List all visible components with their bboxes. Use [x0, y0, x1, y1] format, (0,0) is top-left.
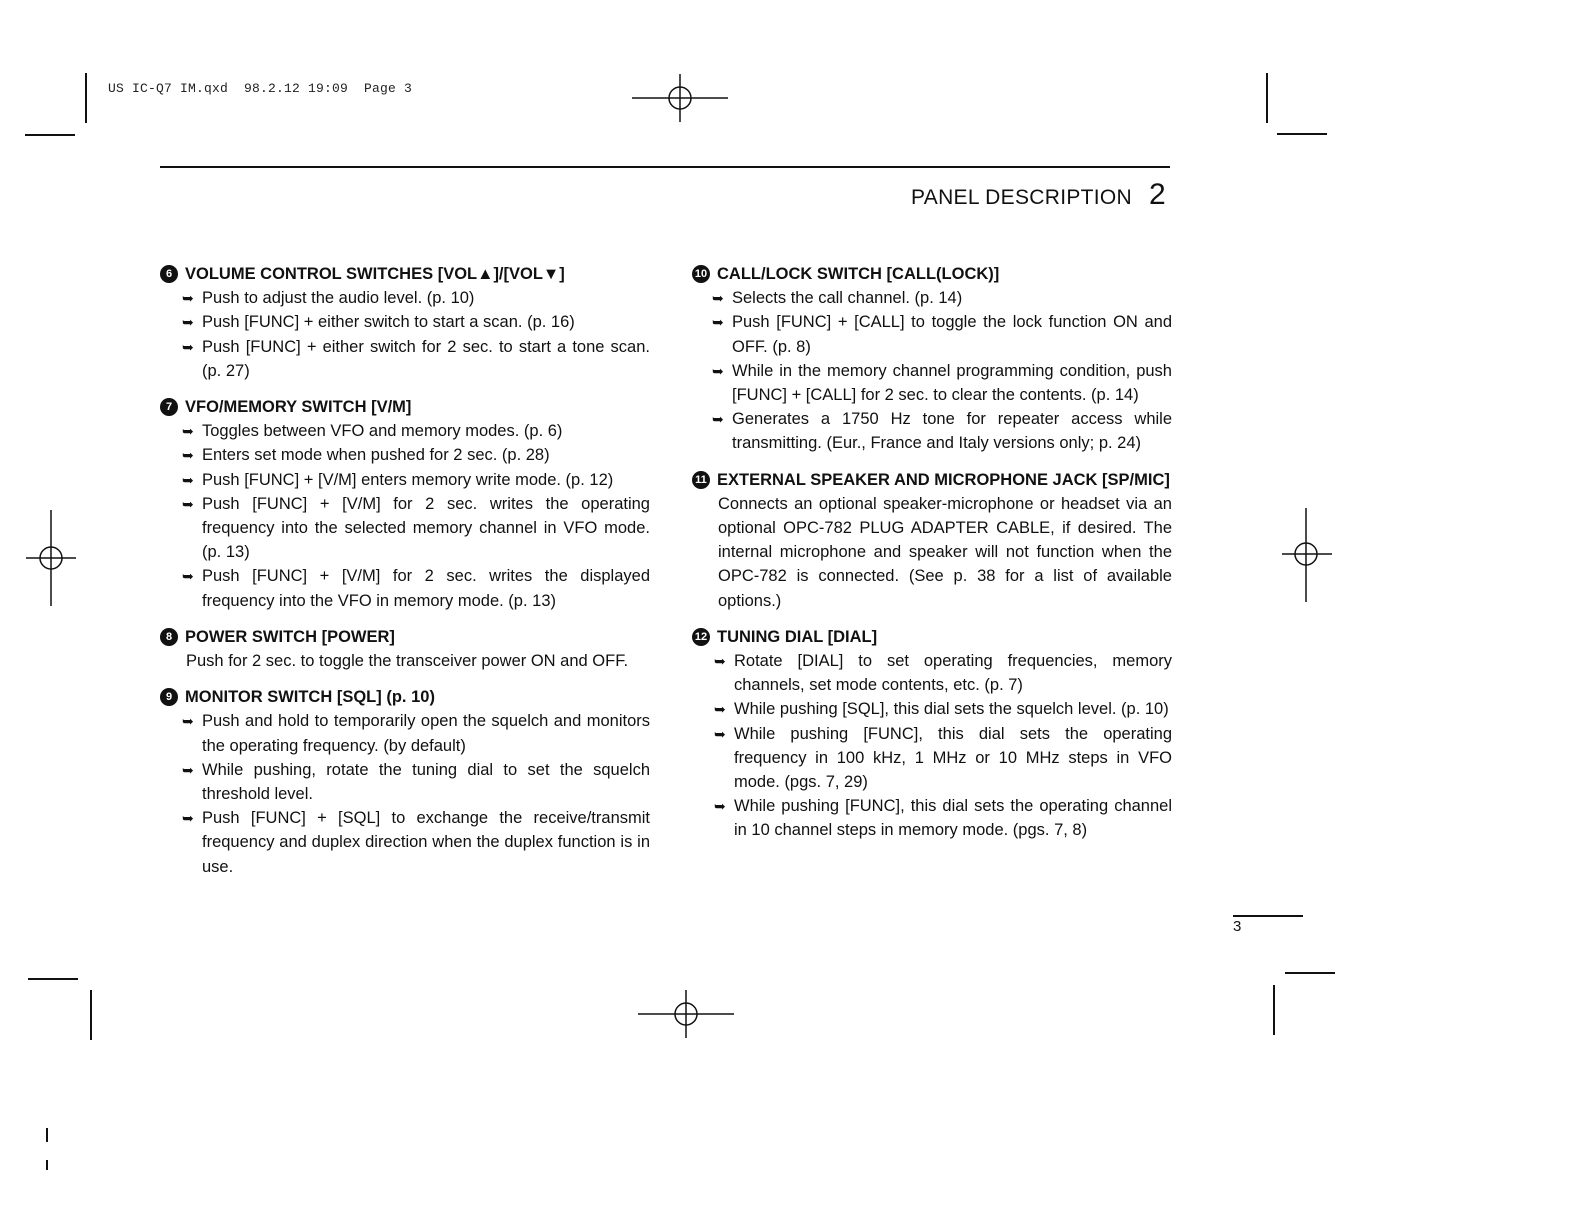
- registration-mark-left: [24, 508, 78, 608]
- list-item: ➥ Push [FUNC] + [V/M] for 2 sec. writes the operating frequency into the selected memory channel in VFO mode. (p. 13): [182, 492, 650, 565]
- bullet-list: [160, 419, 650, 613]
- print-slug: US IC-Q7 IM.qxd 98.2.12 19:09 Page 3: [108, 81, 413, 96]
- section-heading: EXTERNAL SPEAKER AND MICROPHONE JACK [SP/MIC]: [717, 470, 1170, 489]
- section-title: PANEL DESCRIPTION: [911, 186, 1132, 209]
- arrow-bullet-icon: ➥: [182, 338, 194, 355]
- chapter-number: 2: [1149, 178, 1166, 211]
- list-item: ➥ Generates a 1750 Hz tone for repeater access while transmitting. (Eur., France and Italy versions only; p. 24): [712, 407, 1172, 455]
- arrow-bullet-icon: ➥: [714, 701, 726, 718]
- arrow-bullet-icon: ➥: [182, 713, 194, 730]
- list-item: ➥ Push [FUNC] + [CALL] to toggle the lock function ON and OFF. (p. 8): [712, 310, 1172, 358]
- crop-mark: [46, 1160, 48, 1170]
- list-item: ➥ Rotate [DIAL] to set operating frequencies, memory channels, set mode contents, etc. (p. 7): [714, 649, 1172, 697]
- bullet-list: [692, 286, 1172, 455]
- section-call-lock: [692, 262, 1172, 456]
- arrow-bullet-icon: ➥: [714, 653, 726, 670]
- list-item: ➥ While pushing [FUNC], this dial sets the operating channel in 10 channel steps in memory mode. (pgs. 7, 8): [714, 794, 1172, 842]
- crop-mark: [90, 990, 92, 1040]
- bullet-list: [692, 649, 1172, 843]
- header-rule: [160, 166, 1170, 168]
- arrow-bullet-icon: ➥: [182, 471, 194, 488]
- list-item: ➥ Push [FUNC] + [SQL] to exchange the receive/transmit frequency and duplex direction when the duplex function is in use.: [182, 806, 650, 879]
- list-item: ➥ Push to adjust the audio level. (p. 10): [182, 286, 650, 310]
- crop-mark: [1285, 972, 1335, 974]
- right-column: [692, 262, 1172, 855]
- section-heading: VOLUME CONTROL SWITCHES [VOL▲]/[VOL▼]: [185, 265, 565, 283]
- list-item: ➥ Push [FUNC] + either switch to start a scan. (p. 16): [182, 310, 650, 334]
- item-number-badge: 11: [692, 471, 710, 489]
- section-body: Push for 2 sec. to toggle the transceiver power ON and OFF.: [186, 652, 629, 671]
- list-item: ➥ Selects the call channel. (p. 14): [712, 286, 1172, 310]
- arrow-bullet-icon: ➥: [182, 423, 194, 440]
- crop-mark: [25, 134, 75, 136]
- crop-mark: [1273, 985, 1275, 1035]
- registration-mark-top: [630, 72, 730, 124]
- arrow-bullet-icon: ➥: [182, 568, 194, 585]
- section-heading: TUNING DIAL [DIAL]: [717, 627, 878, 646]
- section-vfo-memory: [160, 395, 650, 613]
- item-number-badge: 12: [692, 628, 710, 646]
- list-item: ➥ Push and hold to temporarily open the squelch and monitors the operating frequency. (by default): [182, 709, 650, 757]
- item-number-badge: 7: [160, 398, 178, 416]
- arrow-bullet-icon: ➥: [182, 290, 194, 307]
- section-volume-control: [160, 262, 650, 383]
- registration-mark-bottom: [636, 988, 736, 1040]
- arrow-bullet-icon: ➥: [182, 447, 194, 464]
- section-tuning-dial: [692, 625, 1172, 843]
- arrow-bullet-icon: ➥: [182, 314, 194, 331]
- arrow-bullet-icon: ➥: [712, 362, 724, 379]
- section-body: Connects an optional speaker-microphone or headset via an optional OPC-782 PLUG ADAPTER CABLE, if desired. The internal microphone and speaker will not function when the OPC-782 is connected. (See p. 38 for a list of available options.): [718, 494, 1172, 610]
- section-heading: POWER SWITCH [POWER]: [185, 627, 395, 646]
- arrow-bullet-icon: ➥: [712, 314, 724, 331]
- item-number-badge: 6: [160, 265, 178, 283]
- list-item: ➥ Push [FUNC] + [V/M] enters memory write mode. (p. 12): [182, 468, 650, 492]
- arrow-bullet-icon: ➥: [714, 798, 726, 815]
- crop-mark: [1266, 73, 1268, 123]
- arrow-bullet-icon: ➥: [714, 725, 726, 742]
- list-item: ➥ While in the memory channel programming condition, push [FUNC] + [CALL] for 2 sec. to clear the contents. (p. 14): [712, 359, 1172, 407]
- item-number-badge: 9: [160, 688, 178, 706]
- section-heading: VFO/MEMORY SWITCH [V/M]: [185, 398, 412, 417]
- page-number: 3: [1233, 918, 1242, 935]
- item-number-badge: 8: [160, 628, 178, 646]
- crop-mark: [85, 73, 87, 123]
- crop-mark: [1277, 133, 1327, 135]
- section-heading: MONITOR SWITCH [SQL] (p. 10): [185, 688, 435, 707]
- registration-mark-right: [1280, 506, 1334, 606]
- section-heading: CALL/LOCK SWITCH [CALL(LOCK)]: [717, 265, 1000, 283]
- list-item: ➥ Push [FUNC] + either switch for 2 sec. to start a tone scan. (p. 27): [182, 335, 650, 383]
- list-item: ➥ Toggles between VFO and memory modes. (p. 6): [182, 419, 650, 443]
- bullet-list: [160, 709, 650, 878]
- left-column: [160, 262, 650, 891]
- arrow-bullet-icon: ➥: [182, 810, 194, 827]
- section-speaker-mic-jack: [692, 468, 1172, 613]
- list-item: ➥ While pushing [SQL], this dial sets the squelch level. (p. 10): [714, 697, 1172, 721]
- arrow-bullet-icon: ➥: [712, 411, 724, 428]
- arrow-bullet-icon: ➥: [182, 761, 194, 778]
- section-power-switch: [160, 625, 650, 673]
- bullet-list: [160, 286, 650, 383]
- crop-mark: [28, 978, 78, 980]
- arrow-bullet-icon: ➥: [182, 495, 194, 512]
- list-item: ➥ Enters set mode when pushed for 2 sec. (p. 28): [182, 443, 650, 467]
- list-item: ➥ While pushing [FUNC], this dial sets the operating frequency in 100 kHz, 1 MHz or 10 MHz steps in VFO mode. (pgs. 7, 29): [714, 722, 1172, 795]
- crop-mark: [46, 1128, 48, 1142]
- item-number-badge: 10: [692, 265, 710, 283]
- page-number-rule: [1233, 915, 1303, 917]
- arrow-bullet-icon: ➥: [712, 290, 724, 307]
- list-item: ➥ While pushing, rotate the tuning dial to set the squelch threshold level.: [182, 758, 650, 806]
- section-monitor-switch: [160, 685, 650, 879]
- list-item: ➥ Push [FUNC] + [V/M] for 2 sec. writes the displayed frequency into the VFO in memory mode. (p. 13): [182, 564, 650, 612]
